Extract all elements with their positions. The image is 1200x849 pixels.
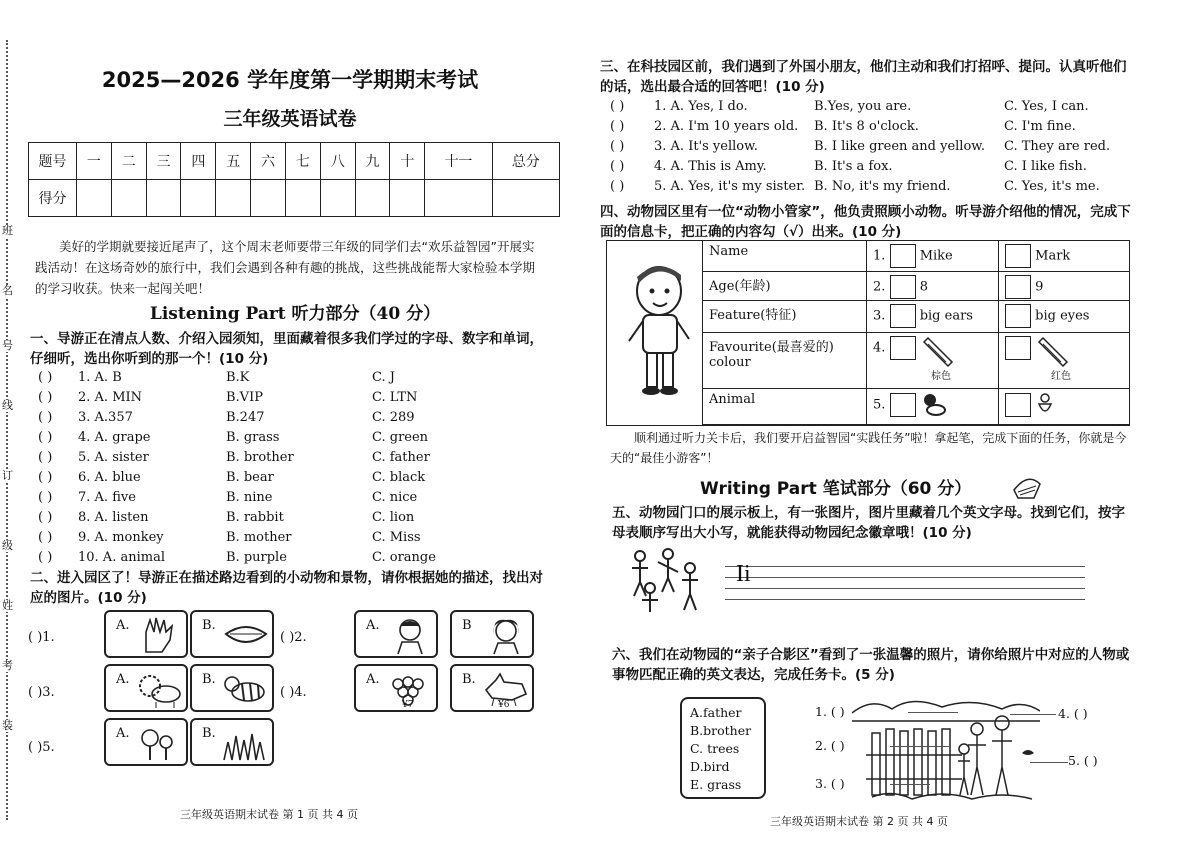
score-table-score-row (29, 180, 560, 217)
info-label: Name (703, 241, 867, 272)
binding-char: 级 (2, 539, 13, 552)
check-box[interactable] (890, 275, 916, 299)
info-num: 4. (873, 340, 886, 356)
q4-heading: 四、动物园区里有一位“动物小管家”，他负责照顾小动物。听导游介绍他的情况，完成下面的信息卡，把正确的内容勾（√）出来。(10 分) (600, 204, 1131, 240)
answer-bracket[interactable]: ( ) (38, 510, 53, 525)
transition-paragraph: 顺利通过听力关卡后，我们要开启益智园“实践任务”啦！拿起笔，完成下面的任务，你就是今天的“最佳小游客”！ (610, 431, 1127, 465)
exam-subtitle: 三年级英语试卷 (223, 108, 357, 130)
option-a: 2. A. I'm 10 years old. (654, 119, 799, 134)
option-item: A.father (690, 705, 742, 720)
score-table (28, 142, 560, 217)
q1-row (38, 468, 538, 488)
option-b: B.VIP (226, 390, 263, 405)
option-a-label: A. (366, 672, 380, 687)
option-a-box[interactable] (354, 664, 438, 712)
info-option: 8 (919, 279, 928, 295)
lion-icon (136, 670, 184, 710)
option-a: 8. A. listen (78, 510, 149, 525)
info-table (702, 240, 1130, 425)
option-b: B.K (226, 370, 250, 385)
option-c: C. green (372, 430, 429, 445)
check-box[interactable] (1005, 336, 1031, 360)
page-left (0, 0, 590, 849)
option-b: B. rabbit (226, 510, 284, 525)
binding-char: 线 (2, 399, 13, 412)
score-col: 五 (216, 143, 251, 180)
page-right (590, 0, 1200, 849)
option-b: B. nine (226, 490, 273, 505)
info-row (703, 241, 1130, 272)
option-b-label: B (462, 618, 472, 633)
option-b-box[interactable] (450, 664, 534, 712)
option-b: B. brother (226, 450, 294, 465)
score-cell[interactable] (111, 180, 146, 217)
option-a: 5. A. sister (78, 450, 149, 465)
answer-bracket[interactable]: ( ) (38, 530, 53, 545)
q3-row (610, 137, 1130, 157)
option-b: B. grass (226, 430, 280, 445)
tiger-icon (222, 670, 270, 710)
binding-char: 装 (2, 719, 13, 732)
option-b-box[interactable] (450, 610, 534, 658)
option-c: C. I like fish. (1004, 159, 1087, 174)
binding-char: 姓 (2, 599, 13, 612)
pointer-line (890, 784, 930, 785)
info-row (703, 389, 1130, 425)
info-option: big eyes (1035, 308, 1090, 324)
answer-bracket[interactable]: ( ) (38, 550, 53, 565)
option-b-box[interactable] (190, 664, 274, 712)
option-a-label: A. (116, 618, 130, 633)
page-footer: 三年级英语期末试卷 第 2 页 共 4 页 (770, 815, 948, 828)
binding-char: 号 (2, 339, 13, 352)
option-b: B. It's 8 o'clock. (814, 119, 919, 134)
score-cell[interactable] (77, 180, 112, 217)
option-a-box[interactable] (104, 718, 188, 766)
boy-keeper-icon (617, 261, 699, 401)
blank-4[interactable]: 4. ( ) (1058, 706, 1088, 721)
option-b-label: B. (202, 672, 216, 687)
option-c: C. orange (372, 550, 436, 565)
option-a: 9. A. monkey (78, 530, 164, 545)
option-c: C. 289 (372, 410, 415, 425)
q5-heading: 五、动物园门口的展示板上，有一张图片，图片里藏着几个英文字母。找到它们，按字母表顺序写出大小写，就能获得动物园纪念徽章哦！(10 分) (612, 505, 1125, 541)
option-item: E. grass (690, 777, 742, 792)
blank-3[interactable]: 3. ( ) (815, 776, 845, 791)
q1-row (38, 448, 538, 468)
score-col: 七 (285, 143, 320, 180)
page-footer: 三年级英语期末试卷 第 1 页 共 4 页 (180, 808, 358, 821)
binding-char: 名 (2, 284, 13, 297)
price-tag: ¥7 (402, 700, 414, 710)
answer-bracket[interactable]: ( ) (38, 470, 53, 485)
option-a-label: A. (116, 672, 130, 687)
answer-bracket[interactable]: ( ) (610, 99, 625, 114)
answer-bracket[interactable]: ( )2. (280, 630, 307, 645)
option-b: B. It's a fox. (814, 159, 893, 174)
q6-heading: 六、我们在动物园的“亲子合影区”看到了一张温馨的照片，请你给照片中对应的人物或事物匹配正确的英文表达，完成任务卡。(5 分) (612, 647, 1130, 683)
option-a-box[interactable] (104, 664, 188, 712)
boy-icon (386, 616, 434, 656)
option-a: 7. A. five (78, 490, 136, 505)
writing-line (725, 599, 1085, 600)
score-row-header: 得分 (29, 180, 77, 217)
hand-icon (136, 616, 184, 656)
q1-heading: 一、导游正在清点人数、介绍入园须知，里面藏着很多我们学过的字母、数字和单词，仔细听，选出你听到的那一个！(10 分) (30, 331, 543, 367)
blank-5[interactable]: 5. ( ) (1068, 753, 1098, 768)
score-cell[interactable] (216, 180, 251, 217)
info-row (703, 272, 1130, 301)
score-col: 一 (77, 143, 112, 180)
option-b-label: B. (462, 672, 476, 687)
info-label: Feature(特征) (703, 301, 867, 333)
check-box[interactable] (890, 393, 916, 417)
blank-2[interactable]: 2. ( ) (815, 738, 845, 753)
trees-icon (136, 724, 184, 764)
pointer-line (908, 712, 958, 713)
info-option: Mark (1035, 248, 1071, 264)
binding-char: 订 (2, 469, 13, 482)
price-tag: ¥6 (498, 700, 510, 710)
binding-line (2, 40, 20, 820)
option-item: D.bird (690, 759, 730, 774)
bird-icon (1035, 392, 1055, 418)
option-c: C. nice (372, 490, 418, 505)
writing-title: Writing Part 笔试部分（60 分） (700, 479, 972, 499)
option-c: C. Yes, I can. (1004, 99, 1089, 114)
answer-bracket[interactable]: ( ) (610, 119, 625, 134)
score-col: 三 (146, 143, 181, 180)
option-item: C. trees (690, 741, 740, 756)
answer-bracket[interactable]: ( ) (38, 450, 53, 465)
blank-1[interactable]: 1. ( ) (815, 704, 845, 719)
option-b: B. purple (226, 550, 287, 565)
colour-label: 棕色 (931, 371, 951, 382)
option-a-label: A. (116, 726, 130, 741)
check-box[interactable] (1005, 275, 1031, 299)
score-cell[interactable] (425, 180, 492, 217)
letter-kids-icon (628, 548, 706, 616)
options-box (680, 697, 766, 799)
option-a: 6. A. blue (78, 470, 141, 485)
score-col: 九 (355, 143, 390, 180)
option-c: C. They are red. (1004, 139, 1111, 154)
score-cell[interactable] (251, 180, 286, 217)
option-a-label: A. (366, 618, 380, 633)
answer-bracket[interactable]: ( )5. (28, 740, 55, 755)
intro-paragraph: 美好的学期就要接近尾声了，这个周末老师要带三年级的同学们去“欢乐益智园”开展实践活动！在这场奇妙的旅行中，我们会遇到各种有趣的挑战，这些挑战能帮大家检验本学期的学习收获。快来一起闯关吧！ (35, 239, 536, 296)
info-label: Age(年龄) (703, 272, 867, 301)
option-a: 3. A. It's yellow. (654, 139, 758, 154)
score-col: 总分 (492, 143, 559, 180)
q1-row (38, 488, 538, 508)
option-b: B. bear (226, 470, 274, 485)
q1-row (38, 428, 538, 448)
listening-title: Listening Part 听力部分（40 分） (149, 304, 441, 324)
answer-bracket[interactable]: ( )3. (28, 685, 55, 700)
score-col: 十 (390, 143, 425, 180)
option-b: B. mother (226, 530, 292, 545)
info-option: Mike (919, 248, 953, 264)
info-option: big ears (919, 308, 973, 324)
writing-line (725, 588, 1085, 589)
option-c: C. Yes, it's me. (1004, 179, 1100, 194)
answer-bracket[interactable]: ( ) (38, 430, 53, 445)
option-b-box[interactable] (190, 610, 274, 658)
option-c: C. black (372, 470, 426, 485)
info-num: 2. (873, 279, 886, 295)
pointer-line (1030, 762, 1068, 763)
mouth-icon (222, 616, 270, 656)
option-a: 3. A.357 (78, 410, 133, 425)
info-label: Favourite(最喜爱的) colour (703, 333, 867, 389)
q3-row (610, 117, 1130, 137)
score-cell[interactable] (285, 180, 320, 217)
option-a: 1. A. B (78, 370, 122, 385)
answer-bracket[interactable]: ( )4. (280, 685, 307, 700)
writing-example: Ii (736, 561, 751, 587)
q3-heading: 三、在科技园区前，我们遇到了外国小朋友，他们主动和我们打招呼、提问。认真听他们的话，选出最合适的回答吧！(10 分) (600, 59, 1127, 95)
option-a: 1. A. Yes, I do. (654, 99, 748, 114)
option-a: 4. A. This is Amy. (654, 159, 767, 174)
answer-bracket[interactable]: ( ) (38, 390, 53, 405)
option-b-box[interactable] (190, 718, 274, 766)
q1-row (38, 408, 538, 428)
answer-bracket[interactable]: ( ) (610, 139, 625, 154)
option-b: B.Yes, you are. (814, 99, 912, 114)
score-row-header: 题号 (29, 143, 77, 180)
q1-row (38, 508, 538, 528)
score-col: 六 (251, 143, 286, 180)
score-col: 四 (181, 143, 216, 180)
info-num: 5. (873, 397, 886, 413)
colour-label: 红色 (1051, 371, 1071, 382)
crayon-icon (1035, 336, 1069, 370)
score-cell[interactable] (390, 180, 425, 217)
q2-heading: 二、进入园区了！导游正在描述路边看到的小动物和景物，请你根据她的描述，找出对应的图片。(10 分) (30, 570, 543, 606)
crayon-icon (920, 336, 954, 370)
score-col: 八 (320, 143, 355, 180)
q1-row (38, 528, 538, 548)
answer-bracket[interactable]: ( ) (38, 490, 53, 505)
score-cell[interactable] (320, 180, 355, 217)
info-option: 9 (1035, 279, 1044, 295)
option-b: B.247 (226, 410, 265, 425)
girl-icon (482, 616, 530, 656)
check-box[interactable] (1005, 244, 1031, 268)
score-cell[interactable] (492, 180, 559, 217)
answer-bracket[interactable]: ( ) (610, 179, 625, 194)
score-col: 十一 (425, 143, 492, 180)
score-table-header-row (29, 143, 560, 180)
answer-bracket[interactable]: ( )1. (28, 630, 55, 645)
check-box[interactable] (1005, 304, 1031, 328)
score-col: 二 (111, 143, 146, 180)
score-cell[interactable] (146, 180, 181, 217)
info-row (703, 333, 1130, 389)
check-box[interactable] (890, 244, 916, 268)
info-label: Animal (703, 389, 867, 425)
pointer-line (890, 746, 950, 747)
option-a-box[interactable] (354, 610, 438, 658)
option-b-label: B. (202, 726, 216, 741)
option-c: C. Miss (372, 530, 421, 545)
trophy-icon (1010, 470, 1044, 502)
binding-char: 考 (2, 659, 13, 672)
binding-char: 班 (2, 224, 13, 237)
check-box[interactable] (890, 336, 916, 360)
option-b-label: B. (202, 618, 216, 633)
info-num: 3. (873, 308, 886, 324)
option-a-box[interactable] (104, 610, 188, 658)
option-c: C. father (372, 450, 430, 465)
option-a: 10. A. animal (78, 550, 165, 565)
option-b: B. No, it's my friend. (814, 179, 951, 194)
option-a: 4. A. grape (78, 430, 151, 445)
q3-row (610, 97, 1130, 117)
check-box[interactable] (1005, 393, 1031, 417)
dog-icon (920, 392, 948, 418)
q1-row (38, 548, 538, 568)
q3-row (610, 177, 1130, 197)
pointer-line (1010, 714, 1056, 715)
option-b: B. I like green and yellow. (814, 139, 986, 154)
answer-bracket[interactable]: ( ) (38, 370, 53, 385)
option-a: 5. A. Yes, it's my sister. (654, 179, 806, 194)
option-c: C. LTN (372, 390, 418, 405)
writing-line (725, 566, 1085, 567)
q3-row (610, 157, 1130, 177)
option-c: C. J (372, 370, 395, 385)
option-item: B.brother (690, 723, 752, 738)
exam-title: 2025—2026 学年度第一学期期末考试 (101, 68, 479, 92)
score-cell[interactable] (181, 180, 216, 217)
option-a: 2. A. MIN (78, 390, 143, 405)
writing-line (725, 577, 1085, 578)
answer-bracket[interactable]: ( ) (38, 410, 53, 425)
score-cell[interactable] (355, 180, 390, 217)
check-box[interactable] (890, 304, 916, 328)
answer-bracket[interactable]: ( ) (610, 159, 625, 174)
q1-row (38, 388, 538, 408)
grass-icon (222, 724, 270, 764)
option-c: C. lion (372, 510, 415, 525)
info-num: 1. (873, 248, 886, 264)
option-c: C. I'm fine. (1004, 119, 1076, 134)
info-row (703, 301, 1130, 333)
q1-row (38, 368, 538, 388)
